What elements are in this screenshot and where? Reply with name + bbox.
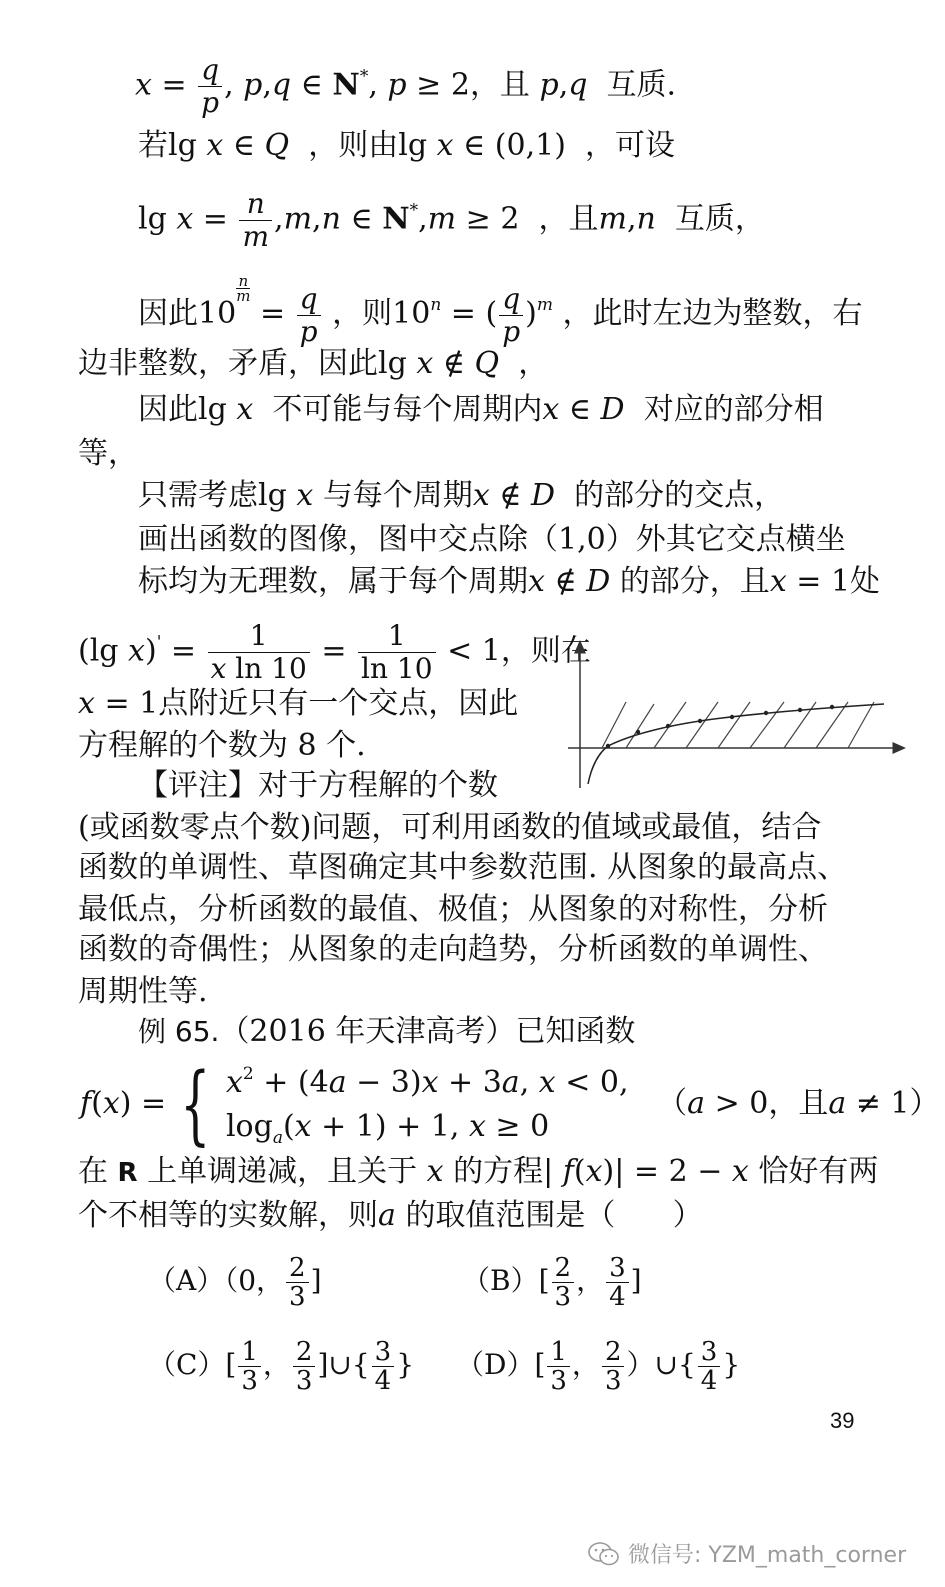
option-c-label: （C）[: [148, 1348, 237, 1381]
text-l5-a: 边非整数，矛盾，因此: [78, 346, 378, 381]
option-b-label: （B）[: [462, 1264, 550, 1297]
fraction-q-over-p-3: $\frac{q}{p}$: [499, 283, 523, 348]
fraction-q-over-p-2: $\frac{q}{p}$: [297, 283, 321, 348]
text-l1-tail: ，且: [469, 67, 530, 103]
log-curve: [588, 704, 884, 784]
text-l8-a: 只需考虑: [138, 478, 258, 513]
line-12: x = 1点附近只有一个交点，因此: [78, 686, 519, 721]
text-l6-c: 对应的部分相: [643, 392, 824, 427]
text-l4-b: ，则: [332, 296, 393, 331]
line-3: lg x = $\frac{n}{m}$ ,m,n ∈ N*,m ≥ 2 ，且m,n 互质，: [138, 187, 765, 253]
line-15: (或函数零点个数)问题，可利用函数的值域或最值，结合: [78, 810, 822, 845]
text-l4-a: 因此: [138, 296, 198, 331]
line-6: 因此lg x 不可能与每个周期内x ∈ D 对应的部分相: [138, 392, 824, 427]
cond-open: （: [657, 1086, 688, 1121]
watermark-text: 微信号: YZM_math_corner: [628, 1543, 907, 1568]
sawtooth-lines: [602, 702, 874, 748]
function-graph: [562, 636, 907, 796]
text-l2-c: ，可设: [584, 128, 675, 163]
text-l4-c: ，此时左边为整数，右: [562, 296, 863, 331]
text-l12: 点附近只有一个交点，因此: [158, 686, 519, 721]
text-l10-b: 的部分，且: [619, 564, 770, 599]
text-l2-b: ，则由: [308, 128, 399, 163]
fraction-2-over-3-b: $\frac{2}{3}$: [552, 1254, 575, 1311]
exponent-n-over-m: $\frac{n}{m}$: [236, 272, 251, 305]
line-8: 只需考虑lg x 与每个周期x ∉ D 的部分的交点，: [138, 478, 785, 513]
text-l22-d: 恰好有两: [758, 1154, 879, 1189]
left-brace: {: [179, 1055, 211, 1155]
option-c[interactable]: （C）[ $\frac{1}{3}$ ， $\frac{2}{3}$ ]∪{ $\frac{3}{4}$ }: [148, 1337, 415, 1396]
example-heading: [138, 1012, 635, 1052]
text-l8-b: 与每个周期: [322, 478, 473, 513]
fraction-3-over-4-b: $\frac{3}{4}$: [606, 1254, 629, 1311]
watermark: [588, 1538, 906, 1569]
text-l22-a: 在: [78, 1154, 108, 1189]
text-l11-b: ，则在: [500, 633, 591, 669]
text-l3-tail: ，且: [538, 201, 599, 237]
text-l6-a: 因此: [138, 392, 198, 427]
fraction-q-over-p: $\frac{q}{p}$: [198, 54, 222, 119]
line-7: 等，: [78, 436, 138, 471]
wechat-icon: [588, 1541, 620, 1567]
fraction-1-over-ln10: $\frac{1}{\ln 10}$: [358, 620, 436, 685]
text-l23-b: 的取值范围是（: [405, 1198, 616, 1233]
line-5: 边非整数，矛盾，因此lg x ∉ Q ，: [78, 346, 549, 381]
fraction-2-over-3-d: $\frac{2}{3}$: [602, 1338, 625, 1395]
option-a-label: （A）（0，: [148, 1264, 285, 1297]
cond-close: ）: [909, 1086, 940, 1121]
line-11: (lg x)' = $\frac{1}{\text{x ln 10}}$ = $\frac{1}{\ln 10}$ < 1，则在: [78, 619, 591, 685]
case-1: $x^2 + (4a - 3)x + 3a$, x < 0,: [225, 1064, 629, 1100]
fraction-1-over-3-c: $\frac{1}{3}$: [238, 1338, 261, 1395]
option-d[interactable]: （D）[ $\frac{1}{3}$ ， $\frac{2}{3}$ ）∪{ $\frac{3}{4}$ }: [456, 1337, 741, 1396]
line-14: 【评注】对于方程解的个数: [138, 768, 498, 803]
text-l10-c: 处: [850, 564, 881, 599]
line-16: 函数的单调性、草图确定其中参数范围. 从图象的最高点、: [78, 850, 848, 885]
text-l23-c: ）: [672, 1198, 703, 1233]
text-l22-b: 上单调递减，且关于: [147, 1154, 418, 1189]
cond-mid: ，且: [768, 1086, 829, 1121]
text-l1-end: 互质.: [606, 67, 677, 103]
text-l5-b: ，: [518, 346, 549, 381]
piecewise-function: f(x) = { $x^2 + (4a - 3)x + 3a$, x < 0, $\log_a(x + 1) + 1$, x ≥ 0 （a > 0，且a ≠ 1）: [80, 1055, 940, 1155]
text-l8-c: 的部分的交点，: [574, 478, 785, 513]
line-2: 若lg x ∈ Q ，则由lg x ∈ (0,1) ，可设: [138, 128, 675, 163]
line-19: 周期性等.: [78, 974, 208, 1009]
fraction-1-over-3-d: $\frac{1}{3}$: [547, 1338, 570, 1395]
case-2: $\log_a(x + 1) + 1$, x ≥ 0: [225, 1109, 550, 1148]
fraction-n-over-m: $\frac{n}{m}$: [239, 188, 272, 253]
option-a[interactable]: （A）（0， $\frac{2}{3}$ ]: [148, 1253, 322, 1312]
fraction-3-over-4-d: $\frac{3}{4}$: [698, 1338, 721, 1395]
fraction-2-over-3: $\frac{2}{3}$: [286, 1254, 309, 1311]
line-22: 在 R 上单调递减，且关于 x 的方程| f(x)| = 2 − x 恰好有两: [78, 1154, 879, 1189]
example-source: （2016 年天津高考）已知函数: [219, 1014, 636, 1049]
fraction-2-over-3-c: $\frac{2}{3}$: [293, 1338, 316, 1395]
line-13: 方程解的个数为 8 个.: [78, 728, 366, 763]
line-17: 最低点，分析函数的最值、极值；从图象的对称性，分析: [78, 892, 828, 927]
text-l3-end: 互质，: [674, 201, 765, 237]
cases: [226, 1061, 629, 1149]
text-l22-c: 的方程: [453, 1154, 544, 1189]
option-d-label: （D）[: [456, 1348, 546, 1381]
line-9: 画出函数的图像，图中交点除（1,0）外其它交点横坐: [138, 522, 846, 557]
text-l10-a: 标均为无理数，属于每个周期: [138, 564, 528, 599]
fraction-3-over-4-c: $\frac{3}{4}$: [372, 1338, 395, 1395]
text-l2-a: 若: [138, 128, 168, 163]
fraction-1-over-xln10: $\frac{1}{\text{x ln 10}}$: [208, 620, 310, 685]
page-number: 39: [830, 1408, 855, 1433]
example-label: 例 65.: [138, 1015, 220, 1048]
line-4: 因此10 $\frac{n}{m}$ = $\frac{q}{p}$ ，则$10^n$ = ( $\frac{q}{p}$ )$^m$ ，此时左边为整数，右: [138, 272, 863, 348]
option-b[interactable]: （B）[ $\frac{2}{3}$ ， $\frac{3}{4}$ ]: [462, 1253, 642, 1312]
line-1: x = $\frac{q}{p}$ , p,q ∈ N*, p ≥ 2，且 p,q 互质.: [135, 53, 677, 119]
text-l23-a: 个不相等的实数解，则: [78, 1198, 378, 1233]
text-l6-b: 不可能与每个周期内: [272, 392, 543, 427]
line-18: 函数的奇偶性；从图象的走向趋势，分析函数的单调性、: [78, 932, 828, 967]
line-23: 个不相等的实数解，则a 的取值范围是（ ）: [78, 1198, 703, 1233]
line-10: 标均为无理数，属于每个周期x ∉ D 的部分，且x = 1处: [138, 564, 881, 599]
